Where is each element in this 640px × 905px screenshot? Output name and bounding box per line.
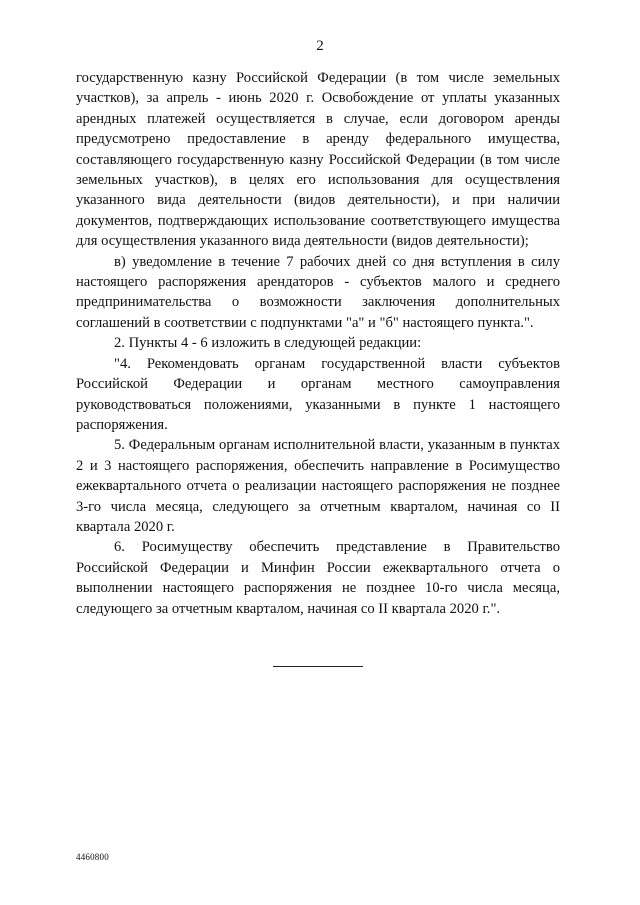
paragraph-item-v: в) уведомление в течение 7 рабочих дней со дня вступления в силу настоящего распоряжения арендаторов - субъектов малого и среднего предпринимательства о возможности заключения дополнительных соглашений в соответствии с подпунктами "а" и "б" настоящего пункта.". bbox=[76, 253, 560, 331]
document-code: 4460800 bbox=[76, 852, 109, 862]
end-divider-line bbox=[273, 666, 363, 667]
paragraph-item-4: "4. Рекомендовать органам государственной власти субъектов Российской Федерации и органам местного самоуправления руководствоваться положениями, указанными в пункте 1 настоящего распоряжения. bbox=[76, 355, 560, 433]
paragraph-item-6: 6. Росимуществу обеспечить представление в Правительство Российской Федерации и Минфин России ежеквартального отчета о выполнении настоящего распоряжения не позднее 10-го числа месяца, следующего за отчетным кварталом, начиная со II квартала 2020 г.". bbox=[76, 539, 560, 617]
paragraph-continuation: государственную казну Российской Федерации (в том числе земельных участков), за апрель - июнь 2020 г. Освобождение от уплаты указанных арендных платежей осуществляется в случае, если договором аренды предусмотрено предоставление в аренду федерального имущества, составляющего государственную казну Российской Федерации (в том числе земельных участков), в целях его использования для осуществления указанного вида деятельности (видов деятельности), и при наличии документов, подтверждающих использование соответствующего имущества для осуществления указанного вида деятельности (видов деятельности); bbox=[76, 70, 560, 250]
page-number: 2 bbox=[316, 38, 324, 54]
document-body bbox=[76, 68, 560, 619]
paragraph-item-2: 2. Пункты 4 - 6 изложить в следующей редакции: bbox=[114, 335, 422, 352]
paragraph-item-5: 5. Федеральным органам исполнительной власти, указанным в пунктах 2 и 3 настоящего распоряжения, обеспечить направление в Росимущество ежеквартального отчета о реализации настоящего распоряжения не позднее 3-го числа месяца, следующего за отчетным кварталом, начиная со II квартала 2020 г. bbox=[76, 437, 560, 535]
